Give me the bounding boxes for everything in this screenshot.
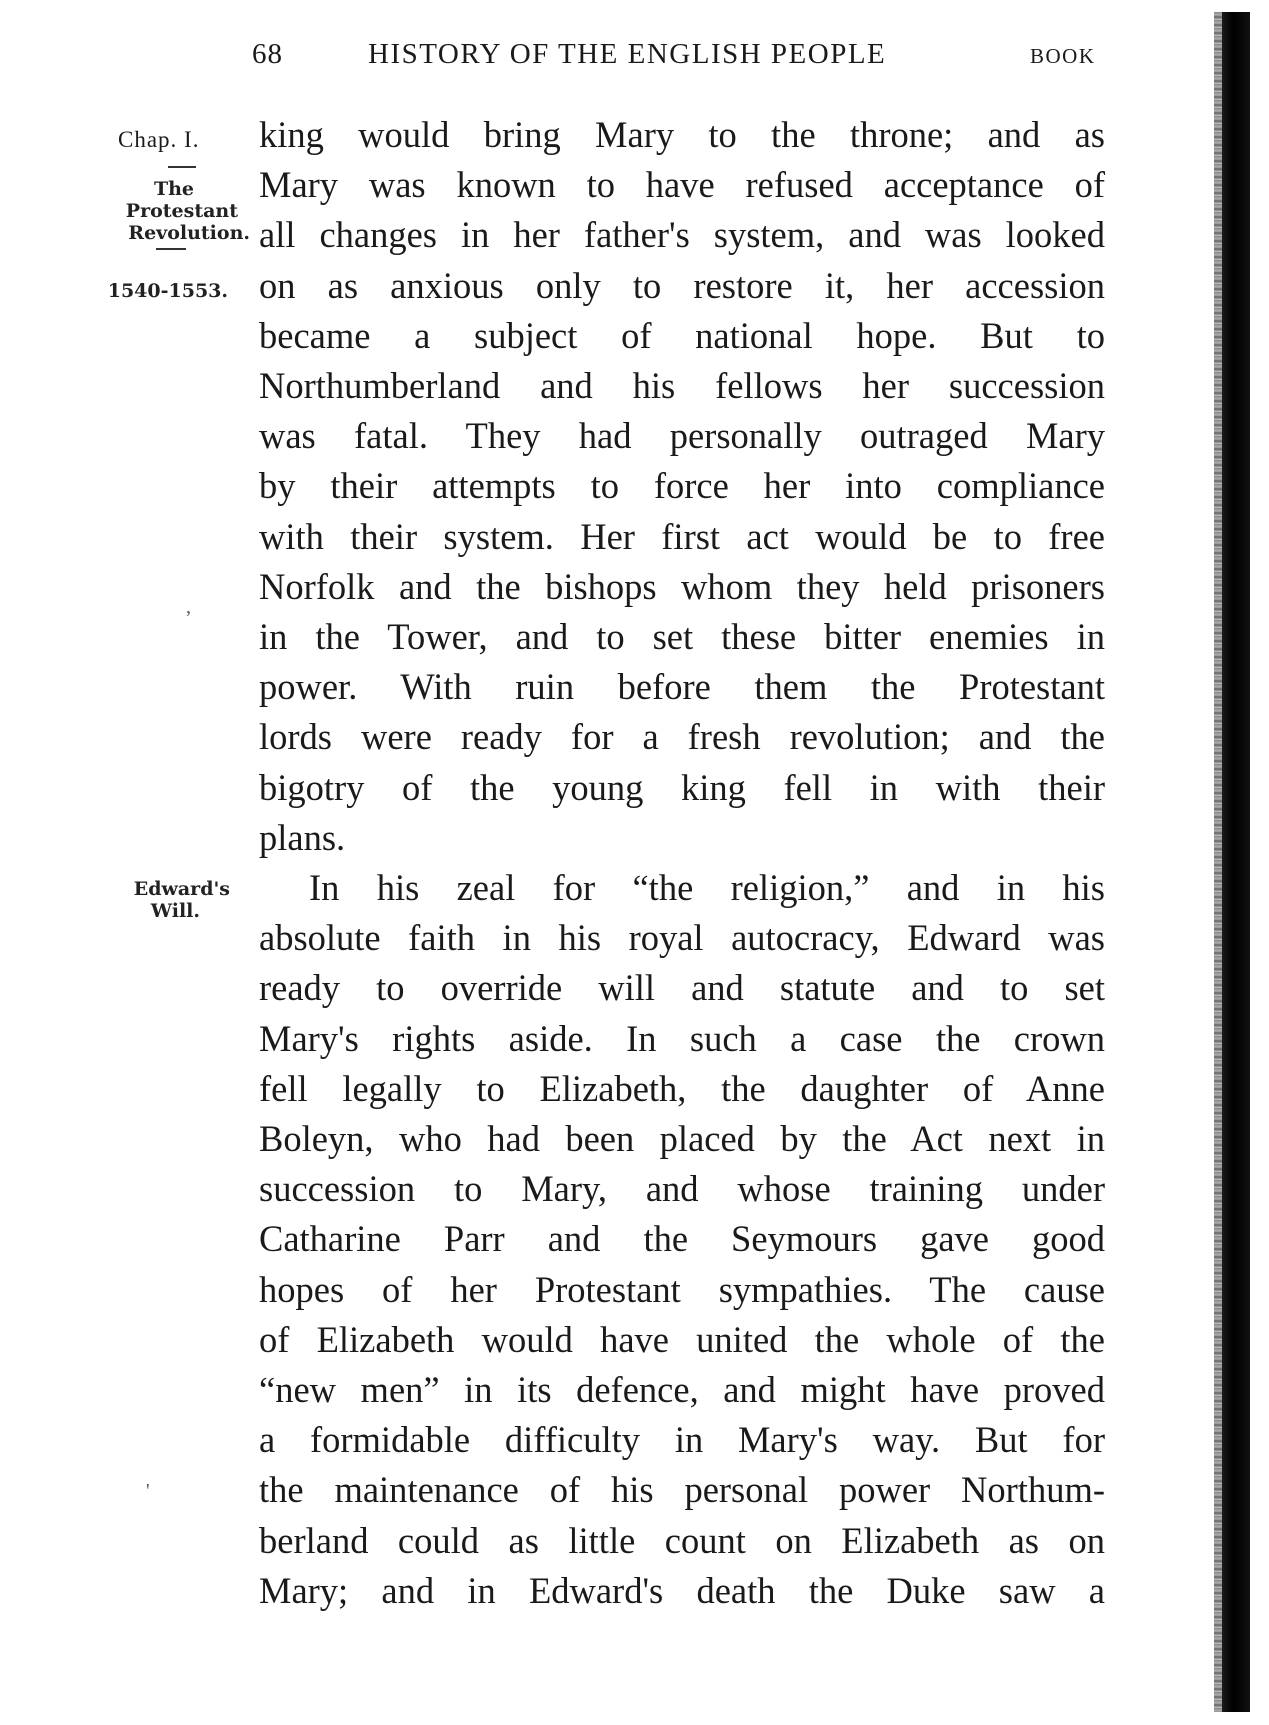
text-line: ready to override will and statute and to set xyxy=(259,967,1105,1009)
text-line: fell legally to Elizabeth, the daughter of Anne xyxy=(259,1067,1105,1109)
running-title: HISTORY OF THE ENGLISH PEOPLE xyxy=(368,38,887,70)
text-line: Norfolk and the bishops whom they held prisoners xyxy=(259,565,1105,607)
text-line: was fatal. They had personally outraged Mary xyxy=(259,415,1105,457)
text-line: Mary was known to have refused acceptance of xyxy=(259,164,1105,206)
dates-sidenote: 1540-1553. xyxy=(107,280,228,302)
text-line: all changes in her father's system, and was looked xyxy=(259,214,1105,256)
section-sidenote-line: Revolution. xyxy=(128,222,250,244)
text-line: a formidable difficulty in Mary's way. But for xyxy=(259,1419,1105,1461)
text-line: Northumberland and his fellows her succession xyxy=(259,365,1105,407)
section-sidenote-line: Protestant xyxy=(125,200,238,222)
running-header xyxy=(0,38,1269,78)
stray-mark: , xyxy=(186,596,191,618)
text-line: in the Tower, and to set these bitter enemies in xyxy=(259,616,1105,658)
edwards-will-line: Edward's xyxy=(133,878,230,900)
text-line: “new men” in its defence, and might have proved xyxy=(259,1369,1105,1411)
section-sidenote xyxy=(80,178,250,244)
sidenote-rule xyxy=(156,248,186,250)
text-line: on as anxious only to restore it, her accession xyxy=(259,264,1105,306)
text-line: succession to Mary, and whose training under xyxy=(259,1168,1105,1210)
text-line: of Elizabeth would have united the whole of the xyxy=(259,1318,1105,1360)
text-line: berland could as little count on Elizabeth as on xyxy=(259,1519,1105,1561)
section-sidenote-line: The xyxy=(153,178,194,200)
text-line: the maintenance of his personal power Northum- xyxy=(259,1469,1105,1511)
text-line: plans. xyxy=(259,816,346,858)
text-line: became a subject of national hope. But to xyxy=(259,314,1105,356)
sidenote-rule xyxy=(168,166,196,168)
text-line: bigotry of the young king fell in with their xyxy=(259,766,1105,808)
edwards-will-sidenote xyxy=(90,878,230,922)
text-line: with their system. Her first act would be to free xyxy=(259,515,1105,557)
stray-mark: ' xyxy=(146,1480,150,1502)
text-line: lords were ready for a fresh revolution; and the xyxy=(259,716,1105,758)
text-line: by their attempts to force her into compliance xyxy=(259,465,1105,507)
text-line: hopes of her Protestant sympathies. The cause xyxy=(259,1268,1105,1310)
text-line: Boleyn, who had been placed by the Act next in xyxy=(259,1118,1105,1160)
text-line: power. With ruin before them the Protestant xyxy=(259,666,1105,708)
text-line: In his zeal for “the religion,” and in his xyxy=(309,867,1105,909)
page-number: 68 xyxy=(252,38,283,70)
text-line: king would bring Mary to the throne; and as xyxy=(259,114,1105,155)
edwards-will-line: Will. xyxy=(150,900,200,922)
text-line: absolute faith in his royal autocracy, Edward was xyxy=(259,917,1105,959)
body-text xyxy=(259,110,1105,1616)
text-line: Mary; and in Edward's death the Duke saw a xyxy=(259,1569,1105,1611)
text-line: Mary's rights aside. In such a case the crown xyxy=(259,1017,1105,1059)
book-label: BOOK xyxy=(1030,44,1096,68)
chapter-sidenote: Chap. I. xyxy=(118,127,200,152)
text-line: Catharine Parr and the Seymours gave good xyxy=(259,1218,1105,1260)
scanned-page-edge xyxy=(1222,12,1250,1712)
